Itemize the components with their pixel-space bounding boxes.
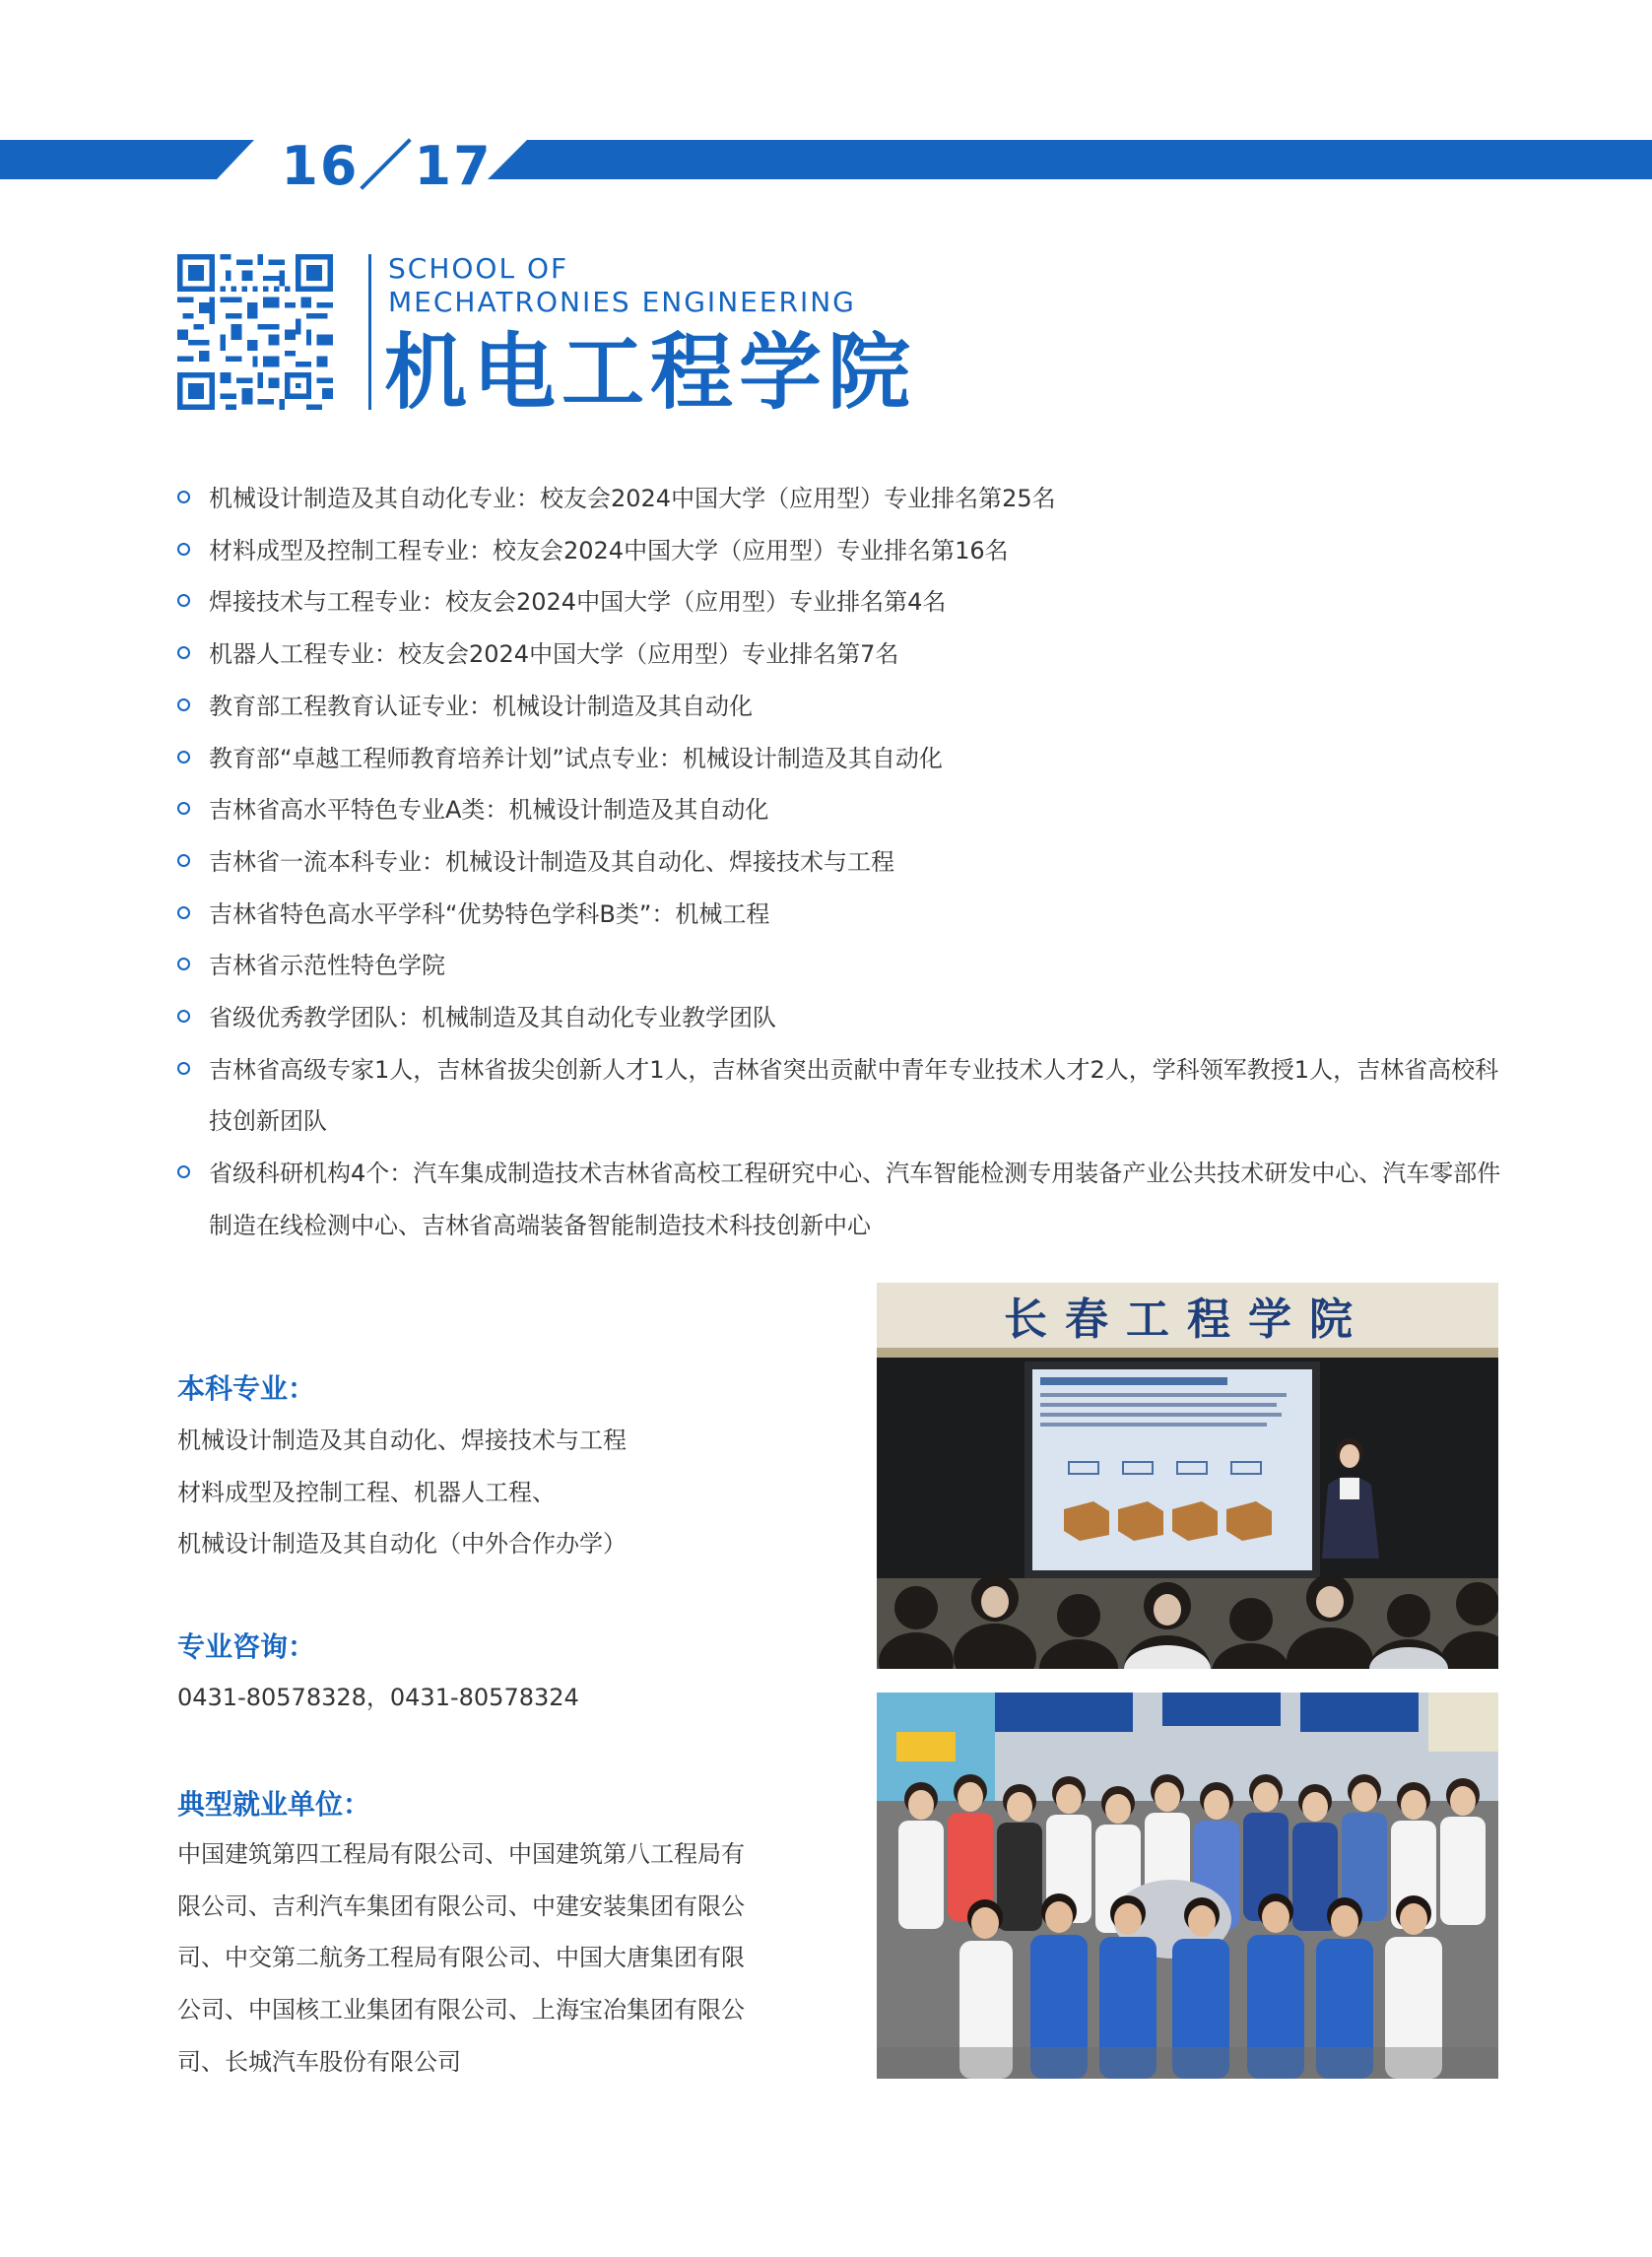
circle-bullet-icon bbox=[177, 802, 190, 815]
feature-text: 机器人工程专业：校友会2024中国大学（应用型）专业排名第7名 bbox=[209, 640, 899, 669]
list-item bbox=[177, 889, 1502, 941]
employers-line: 司、长城汽车股份有限公司 bbox=[177, 2047, 461, 2076]
feature-text: 教育部“卓越工程师教育培养计划”试点专业：机械设计制造及其自动化 bbox=[209, 744, 943, 772]
circle-bullet-icon bbox=[177, 1165, 190, 1178]
list-item bbox=[177, 992, 1502, 1044]
consult-heading: 专业咨询： bbox=[177, 1630, 316, 1663]
title-divider bbox=[368, 254, 371, 410]
majors-line: 材料成型及控制工程、机器人工程、 bbox=[177, 1478, 556, 1506]
majors-heading: 本科专业： bbox=[177, 1372, 316, 1405]
employers-heading: 典型就业单位： bbox=[177, 1788, 371, 1821]
list-item bbox=[177, 473, 1502, 525]
feature-list bbox=[177, 473, 1502, 1252]
circle-bullet-icon bbox=[177, 543, 190, 556]
circle-bullet-icon bbox=[177, 958, 190, 970]
classroom-photo bbox=[877, 1283, 1498, 1669]
list-item bbox=[177, 525, 1502, 577]
employers-line: 中国建筑第四工程局有限公司、中国建筑第八工程局有 bbox=[177, 1840, 745, 1868]
majors-line: 机械设计制造及其自动化（中外合作办学） bbox=[177, 1530, 627, 1559]
circle-bullet-icon bbox=[177, 1062, 190, 1075]
school-english-name bbox=[388, 252, 856, 319]
feature-text: 省级优秀教学团队：机械制造及其自动化专业教学团队 bbox=[209, 1004, 776, 1032]
circle-bullet-icon bbox=[177, 594, 190, 607]
feature-text: 吉林省高水平特色专业A类：机械设计制造及其自动化 bbox=[209, 796, 769, 825]
feature-text: 焊接技术与工程专业：校友会2024中国大学（应用型）专业排名第4名 bbox=[209, 588, 947, 617]
list-item bbox=[177, 1044, 1502, 1148]
feature-text: 材料成型及控制工程专业：校友会2024中国大学（应用型）专业排名第16名 bbox=[209, 536, 1009, 564]
list-item bbox=[177, 1148, 1502, 1251]
school-english-line2: MECHATRONIES ENGINEERING bbox=[388, 286, 856, 318]
list-item bbox=[177, 940, 1502, 992]
header-band bbox=[0, 0, 1652, 187]
feature-text: 吉林省特色高水平学科“优势特色学科B类”：机械工程 bbox=[209, 899, 770, 928]
qr-code-icon bbox=[177, 254, 333, 410]
circle-bullet-icon bbox=[177, 646, 190, 659]
classroom-banner-text: 长春工程学院 bbox=[1004, 1294, 1370, 1345]
list-item bbox=[177, 629, 1502, 681]
employers-line: 限公司、吉利汽车集团有限公司、中建安装集团有限公 bbox=[177, 1892, 745, 1920]
list-item bbox=[177, 784, 1502, 836]
school-chinese-name: 机电工程学院 bbox=[384, 324, 917, 421]
feature-text: 吉林省示范性特色学院 bbox=[209, 952, 445, 980]
phone-numbers: 0431-80578328，0431-80578324 bbox=[177, 1684, 579, 1711]
majors-line: 机械设计制造及其自动化、焊接技术与工程 bbox=[177, 1427, 627, 1454]
list-item bbox=[177, 576, 1502, 629]
circle-bullet-icon bbox=[177, 491, 190, 503]
circle-bullet-icon bbox=[177, 854, 190, 867]
feature-text: 教育部工程教育认证专业：机械设计制造及其自动化 bbox=[209, 692, 753, 720]
circle-bullet-icon bbox=[177, 1010, 190, 1023]
page-number: 16／17 bbox=[281, 135, 493, 197]
majors-list bbox=[177, 1415, 627, 1570]
employers-list bbox=[177, 1828, 745, 2089]
list-item bbox=[177, 836, 1502, 889]
employers-line: 司、中交第二航务工程局有限公司、中国大唐集团有限 bbox=[177, 1944, 745, 1972]
feature-text: 机械设计制造及其自动化专业：校友会2024中国大学（应用型）专业排名第25名 bbox=[209, 485, 1056, 512]
consult-phones bbox=[177, 1672, 579, 1724]
circle-bullet-icon bbox=[177, 751, 190, 763]
list-item bbox=[177, 681, 1502, 733]
employers-line: 公司、中国核工业集团有限公司、上海宝冶集团有限公 bbox=[177, 1996, 745, 2025]
school-english-line1: SCHOOL OF bbox=[388, 252, 569, 285]
circle-bullet-icon bbox=[177, 698, 190, 711]
feature-text: 吉林省一流本科专业：机械设计制造及其自动化、焊接技术与工程 bbox=[209, 847, 894, 876]
group-photo bbox=[877, 1693, 1498, 2079]
circle-bullet-icon bbox=[177, 906, 190, 919]
feature-text: 吉林省高级专家1人，吉林省拔尖创新人才1人，吉林省突出贡献中青年专业技术人才2人，学科领军教授1人，吉林省高校科技创新团队 bbox=[209, 1055, 1499, 1136]
feature-text: 省级科研机构4个：汽车集成制造技术吉林省高校工程研究中心、汽车智能检测专用装备产业公共技术研发中心、汽车零部件制造在线检测中心、吉林省高端装备智能制造技术科技创新中心 bbox=[209, 1160, 1501, 1239]
list-item bbox=[177, 733, 1502, 785]
